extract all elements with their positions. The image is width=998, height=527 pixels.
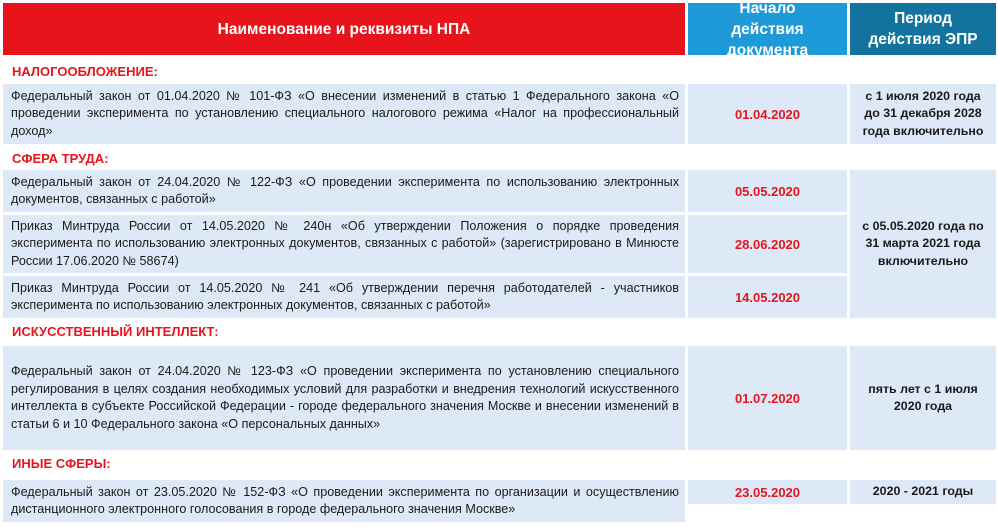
header-period-column <box>850 3 996 55</box>
section-title-labor: СФЕРА ТРУДА: <box>12 151 109 166</box>
ai-period-text: пять лет с 1 июля 2020 года <box>868 381 978 413</box>
tax-row-1-text <box>3 84 685 144</box>
section-title-ai: ИСКУССТВЕННЫЙ ИНТЕЛЛЕКТ: <box>12 324 219 339</box>
section-title-tax: НАЛОГООБЛОЖЕНИЕ: <box>12 64 158 79</box>
labor-row-2-text-content: Приказ Минтруда России от 14.05.2020 № 240н «Об утверждении Положения о порядке проведения эксперимента по использованию электронных документов, связанных с работой» (зарегистрировано в Минюсте России 17.06.2020 № 58674) <box>11 218 679 268</box>
labor-row-1-text <box>3 170 685 212</box>
labor-period-text: с 05.05.2020 года по 31 марта 2021 года включительно <box>862 218 984 268</box>
labor-row-3-date: 14.05.2020 <box>688 276 847 318</box>
ai-row-1-text <box>3 346 685 450</box>
header-name-column: Наименование и реквизиты НПА <box>3 3 685 55</box>
ai-row-1-date: 01.07.2020 <box>688 346 847 450</box>
labor-row-2-text <box>3 215 685 273</box>
other-row-1-text-content: Федеральный закон от 23.05.2020 № 152-ФЗ «О проведении эксперимента по организации и осуществлению дистанционного электронного голосования в городе федерального значения Москве» <box>11 484 679 516</box>
other-row-1-text <box>3 480 685 522</box>
labor-row-1-date: 05.05.2020 <box>688 170 847 212</box>
header-period-label: Период действия ЭПР <box>868 10 978 48</box>
ai-row-1-text-content: Федеральный закон от 24.04.2020 № 123-ФЗ «О проведении эксперимента по установлению специального регулирования в целях создания необходимых условий для разработки и внедрения технологий искусственного интеллекта в субъекте Российской Федерации - городе федерального значения Москве и внесении изменений в статьи 6 и 10 Федерального закона «О персональных данных» <box>11 364 679 431</box>
labor-row-3-text <box>3 276 685 318</box>
other-row-1-date: 23.05.2020 <box>688 480 847 504</box>
other-period: 2020 - 2021 годы <box>850 480 996 504</box>
tax-period-text: с 1 июля 2020 года до 31 декабря 2028 года включительно <box>862 88 984 138</box>
labor-row-1-text-content: Федеральный закон от 24.04.2020 № 122-ФЗ «О проведении эксперимента по использованию электронных документов, связанных с работой» <box>11 174 679 206</box>
header-start-column <box>688 0 847 59</box>
section-title-other: ИНЫЕ СФЕРЫ: <box>12 456 111 471</box>
labor-period <box>850 170 996 318</box>
tax-row-1-date: 01.04.2020 <box>688 84 847 144</box>
labor-row-2-date: 28.06.2020 <box>688 215 847 273</box>
header-start-label: Начало действия документа <box>726 0 809 59</box>
labor-row-3-text-content: Приказ Минтруда России от 14.05.2020 № 241 «Об утверждении перечня работодателей - участников эксперимента по использованию электронных документов, связанных с работой» <box>11 280 679 312</box>
tax-row-1-text-content: Федеральный закон от 01.04.2020 № 101-ФЗ «О внесении изменений в статью 1 Федерального закона «О проведении эксперимента по установлению специального налогового режима «Налог на профессиональный доход» <box>11 88 679 138</box>
ai-period <box>850 346 996 450</box>
tax-period <box>850 84 996 144</box>
